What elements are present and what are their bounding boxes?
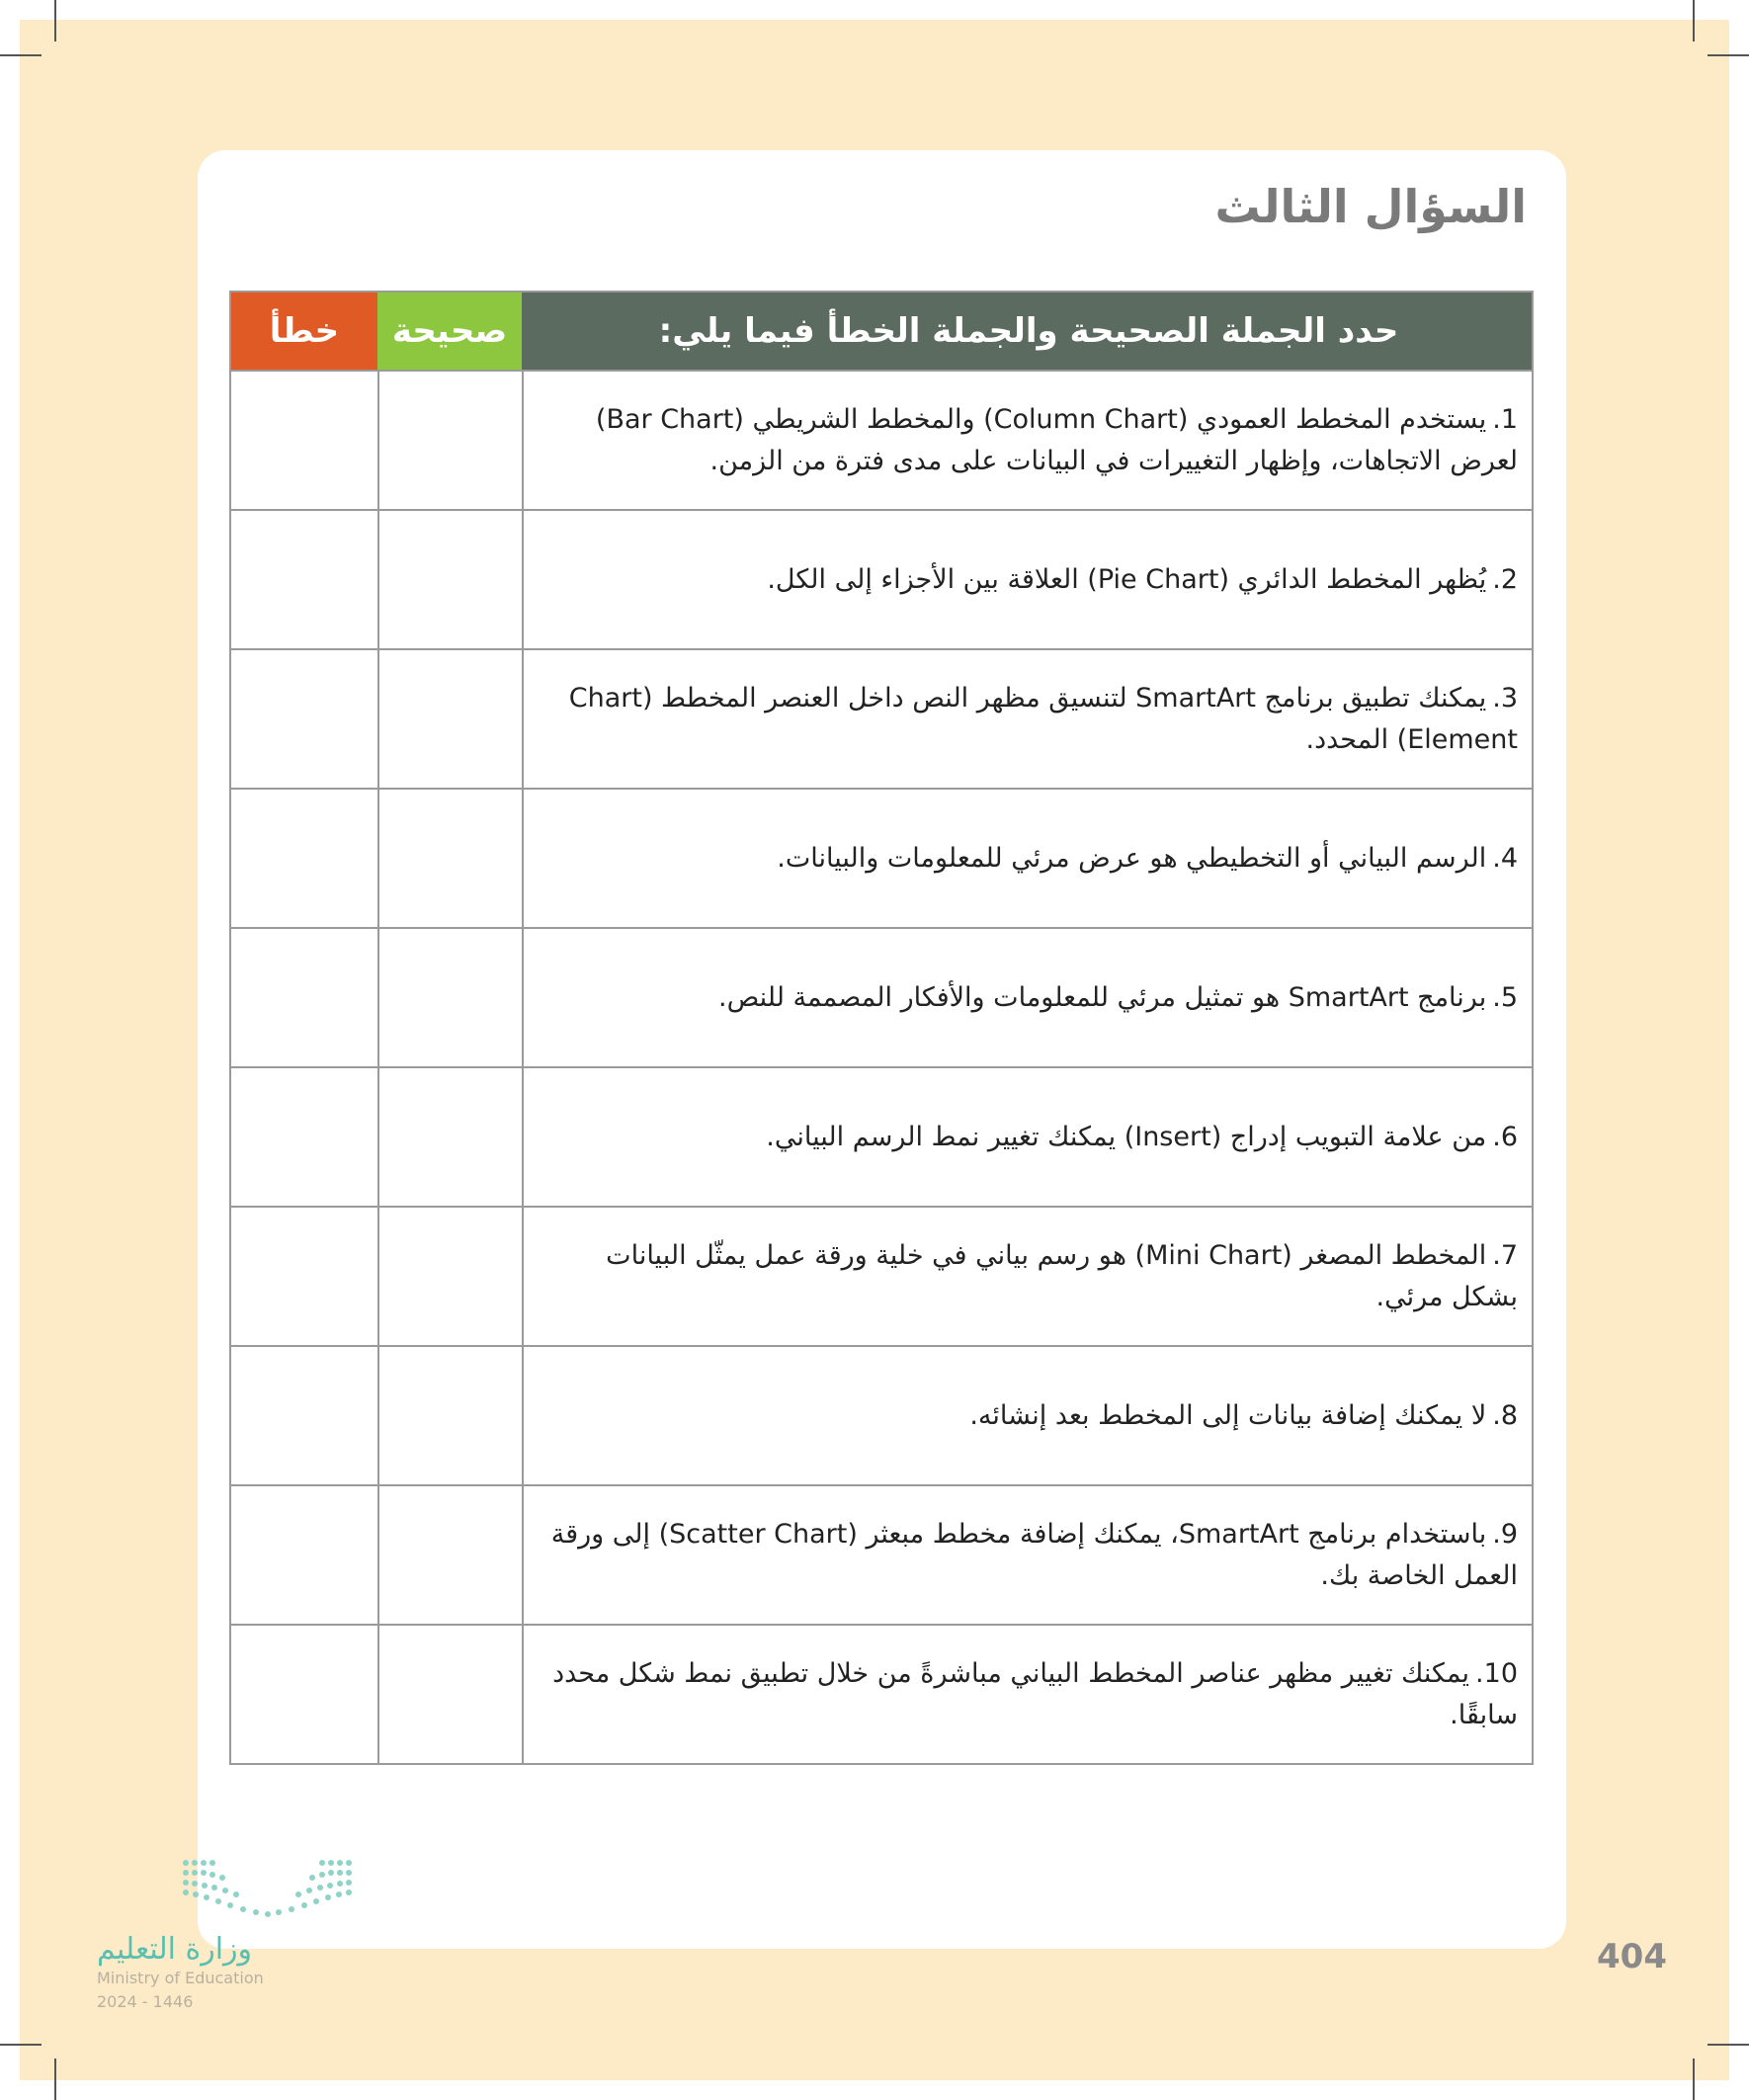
statement-cell xyxy=(522,1486,1532,1624)
header-statement: حدد الجملة الصحيحة والجملة الخطأ فيما يلي: xyxy=(522,293,1532,370)
statement-text: يمكنك تغيير مظهر عناصر المخطط البياني مباشرةً من خلال تطبيق نمط شكل محدد سابقًا. xyxy=(552,1657,1518,1730)
statement-cell xyxy=(522,650,1532,788)
header-true: صحيحة xyxy=(377,293,522,370)
true-answer-cell[interactable] xyxy=(377,372,522,509)
table-row xyxy=(231,1066,1532,1206)
header-false: خطأ xyxy=(231,293,377,370)
statement-number: 6. xyxy=(1492,1121,1518,1152)
crop-mark xyxy=(54,0,56,42)
statement-number: 4. xyxy=(1492,842,1518,874)
ministry-name-arabic: وزارة التعليم xyxy=(97,1932,253,1967)
page-title: السؤال الثالث xyxy=(1214,180,1527,233)
question-card xyxy=(198,150,1566,1949)
statement-text: لا يمكنك إضافة بيانات إلى المخطط بعد إنشائه. xyxy=(969,1399,1487,1431)
true-answer-cell[interactable] xyxy=(377,1347,522,1484)
statement-text: برنامج SmartArt هو تمثيل مرئي للمعلومات والأفكار المصممة للنص. xyxy=(717,981,1487,1013)
statement-cell xyxy=(522,511,1532,648)
table-header xyxy=(231,293,1532,370)
true-answer-cell[interactable] xyxy=(377,511,522,648)
false-answer-cell[interactable] xyxy=(231,1486,377,1624)
true-answer-cell[interactable] xyxy=(377,929,522,1066)
statement-cell xyxy=(522,929,1532,1066)
table-row xyxy=(231,927,1532,1066)
statement-number: 3. xyxy=(1492,682,1518,714)
table-row xyxy=(231,648,1532,788)
true-answer-cell[interactable] xyxy=(377,1208,522,1345)
statement-cell xyxy=(522,1208,1532,1345)
crop-mark xyxy=(0,54,42,56)
false-answer-cell[interactable] xyxy=(231,650,377,788)
false-answer-cell[interactable] xyxy=(231,1068,377,1206)
crop-mark xyxy=(1693,2058,1695,2100)
statement-number: 7. xyxy=(1492,1239,1518,1271)
statement-cell xyxy=(522,1626,1532,1763)
statement-cell xyxy=(522,1347,1532,1484)
table-row xyxy=(231,1484,1532,1624)
statement-text: يمكنك تطبيق برنامج SmartArt لتنسيق مظهر النص داخل العنصر المخطط (Chart Element) المحدد. xyxy=(568,682,1518,755)
true-answer-cell[interactable] xyxy=(377,650,522,788)
statement-cell xyxy=(522,1068,1532,1206)
true-answer-cell[interactable] xyxy=(377,1486,522,1624)
statement-cell xyxy=(522,790,1532,927)
statement-cell xyxy=(522,372,1532,509)
statement-text: الرسم البياني أو التخطيطي هو عرض مرئي للمعلومات والبيانات. xyxy=(777,842,1487,874)
table-row xyxy=(231,1624,1532,1763)
true-answer-cell[interactable] xyxy=(377,790,522,927)
page-number: 404 xyxy=(1597,1937,1667,1976)
false-answer-cell[interactable] xyxy=(231,790,377,927)
statement-number: 5. xyxy=(1492,981,1518,1013)
statement-text: يُظهر المخطط الدائري (Pie Chart) العلاقة بين الأجزاء إلى الكل. xyxy=(767,563,1487,595)
statement-number: 1. xyxy=(1492,403,1518,435)
statement-number: 2. xyxy=(1492,563,1518,595)
false-answer-cell[interactable] xyxy=(231,929,377,1066)
table-row xyxy=(231,1345,1532,1484)
false-answer-cell[interactable] xyxy=(231,372,377,509)
true-answer-cell[interactable] xyxy=(377,1068,522,1206)
statement-number: 10. xyxy=(1475,1657,1518,1689)
ministry-name-english: Ministry of Education xyxy=(97,1969,264,1987)
table-row xyxy=(231,370,1532,509)
true-false-table xyxy=(229,291,1534,1765)
statement-text: من علامة التبويب إدراج (Insert) يمكنك تغيير نمط الرسم البياني. xyxy=(766,1121,1487,1152)
false-answer-cell[interactable] xyxy=(231,1626,377,1763)
true-answer-cell[interactable] xyxy=(377,1626,522,1763)
false-answer-cell[interactable] xyxy=(231,1208,377,1345)
false-answer-cell[interactable] xyxy=(231,1347,377,1484)
false-answer-cell[interactable] xyxy=(231,511,377,648)
table-row xyxy=(231,788,1532,927)
crop-mark xyxy=(0,2044,42,2046)
statement-text: يستخدم المخطط العمودي (Column Chart) والمخطط الشريطي (Bar Chart) لعرض الاتجاهات، وإظهار التغييرات في البيانات على مدى فترة من الزمن. xyxy=(595,403,1518,476)
statement-text: باستخدام برنامج SmartArt، يمكنك إضافة مخطط مبعثر (Scatter Chart) إلى ورقة العمل الخاصة بك. xyxy=(550,1518,1518,1591)
table-row xyxy=(231,1206,1532,1345)
crop-mark xyxy=(1707,54,1749,56)
statement-text: المخطط المصغر (Mini Chart) هو رسم بياني في خلية ورقة عمل يمثّل البيانات بشكل مرئي. xyxy=(606,1239,1518,1312)
crop-mark xyxy=(1707,2044,1749,2046)
logo-dots-icon xyxy=(181,1858,354,1917)
ministry-year: 2024 - 1446 xyxy=(97,1992,194,2011)
statement-number: 8. xyxy=(1492,1399,1518,1431)
crop-mark xyxy=(54,2058,56,2100)
crop-mark xyxy=(1693,0,1695,42)
statement-number: 9. xyxy=(1492,1518,1518,1550)
table-row xyxy=(231,509,1532,648)
